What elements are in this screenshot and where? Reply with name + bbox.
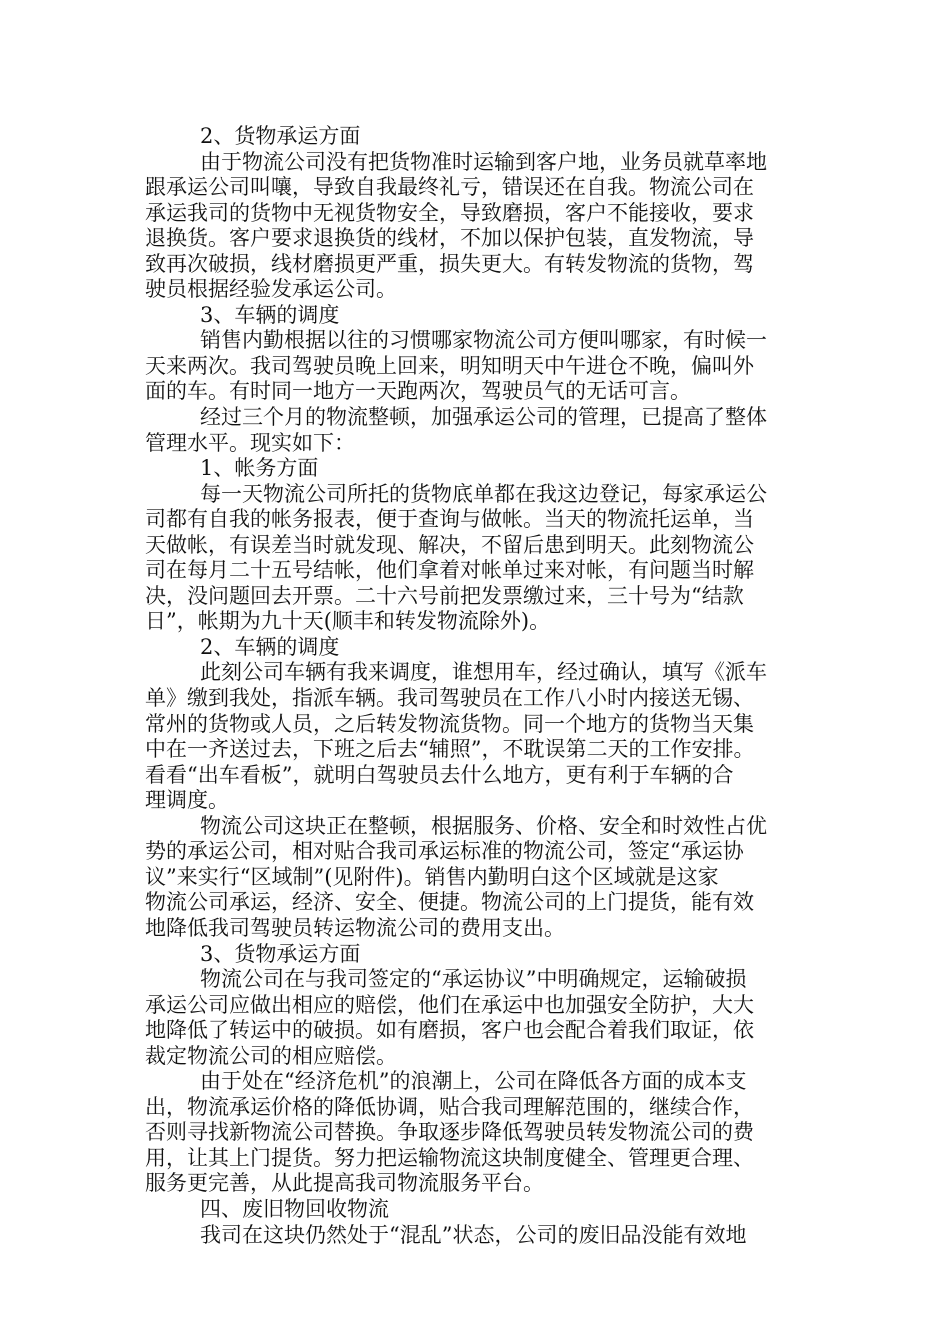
- text-line: 由于处在“经济危机”的浪潮上，公司在降低各方面的成本支: [200, 1069, 747, 1094]
- text-line: 2、车辆的调度: [200, 634, 340, 659]
- text-line: 我司在这块仍然处于“混乱”状态，公司的废旧品没能有效地: [200, 1222, 747, 1247]
- text-line: 日”，帐期为九十天(顺丰和转发物流除外)。: [145, 609, 551, 634]
- text-line: 管理水平。现实如下：: [145, 430, 355, 455]
- text-line: 销售内勤根据以往的习惯哪家物流公司方便叫哪家，有时候一: [200, 328, 767, 353]
- text-line: 决，没问题回去开票。二十六号前把发票缴过来，三十号为“结款: [145, 583, 744, 608]
- text-line: 议”来实行“区域制”(见附件)。销售内勤明白这个区域就是这家: [145, 864, 719, 889]
- text-line: 四、废旧物回收物流: [200, 1196, 389, 1221]
- text-line: 物流公司这块正在整顿，根据服务、价格、安全和时效性占优: [200, 813, 767, 838]
- text-line: 否则寻找新物流公司替换。争取逐步降低驾驶员转发物流公司的费: [145, 1120, 754, 1145]
- text-line: 势的承运公司，相对贴合我司承运标准的物流公司，签定“承运协: [145, 839, 744, 864]
- text-line: 每一天物流公司所托的货物底单都在我这边登记，每家承运公: [200, 481, 767, 506]
- text-line: 物流公司在与我司签定的“承运协议”中明确规定，运输破损: [200, 967, 747, 992]
- text-line: 天来两次。我司驾驶员晚上回来，明知明天中午进仓不晚，偏叫外: [145, 353, 754, 378]
- text-line: 单》缴到我处，指派车辆。我司驾驶员在工作八小时内接送无锡、: [145, 686, 754, 711]
- text-line: 用，让其上门提货。努力把运输物流这块制度健全、管理更合理、: [145, 1145, 754, 1170]
- text-line: 司在每月二十五号结帐，他们拿着对帐单过来对帐，有问题当时解: [145, 558, 754, 583]
- text-line: 地降低我司驾驶员转运物流公司的费用支出。: [145, 915, 565, 940]
- text-line: 天做帐，有误差当时就发现、解决，不留后患到明天。此刻物流公: [145, 532, 754, 557]
- text-line: 经过三个月的物流整顿，加强承运公司的管理，已提高了整体: [200, 405, 767, 430]
- text-line: 3、货物承运方面: [200, 941, 361, 966]
- text-line: 服务更完善，从此提高我司物流服务平台。: [145, 1171, 544, 1196]
- text-line: 2、货物承运方面: [200, 124, 361, 148]
- document-page: [145, 124, 810, 1248]
- text-line: 由于物流公司没有把货物准时运输到客户地，业务员就草率地: [200, 149, 767, 174]
- text-line: 此刻公司车辆有我来调度，谁想用车，经过确认，填写《派车: [200, 660, 767, 685]
- text-line: 致再次破损，线材磨损更严重，损失更大。有转发物流的货物，驾: [145, 251, 754, 276]
- text-line: 看看“出车看板”，就明白驾驶员去什么地方，更有利于车辆的合: [145, 762, 734, 787]
- text-line: 跟承运公司叫嚷，导致自我最终礼亏，错误还在自我。物流公司在: [145, 175, 754, 200]
- text-line: 中在一齐送过去，下班之后去“辅照”，不耽误第二天的工作安排。: [145, 737, 755, 762]
- text-line: 1、帐务方面: [200, 456, 319, 481]
- text-line: 理调度。: [145, 788, 229, 813]
- text-line: 承运我司的货物中无视货物安全，导致磨损，客户不能接收，要求: [145, 200, 754, 225]
- text-line: 承运公司应做出相应的赔偿，他们在承运中也加强安全防护，大大: [145, 992, 754, 1017]
- text-line: 司都有自我的帐务报表，便于查询与做帐。当天的物流托运单，当: [145, 507, 754, 532]
- text-line: 出，物流承运价格的降低协调，贴合我司理解范围的，继续合作，: [145, 1094, 754, 1119]
- text-line: 面的车。有时同一地方一天跑两次，驾驶员气的无话可言。: [145, 379, 691, 404]
- text-line: 地降低了转运中的破损。如有磨损，客户也会配合着我们取证，依: [145, 1018, 754, 1043]
- text-line: 3、车辆的调度: [200, 302, 340, 327]
- text-line: 裁定物流公司的相应赔偿。: [145, 1043, 397, 1068]
- text-line: 物流公司承运，经济、安全、便捷。物流公司的上门提货，能有效: [145, 890, 754, 915]
- text-line: 退换货。客户要求退换货的线材，不加以保护包装，直发物流，导: [145, 226, 754, 251]
- text-line: 常州的货物或人员，之后转发物流货物。同一个地方的货物当天集: [145, 711, 754, 736]
- text-line: 驶员根据经验发承运公司。: [145, 277, 397, 302]
